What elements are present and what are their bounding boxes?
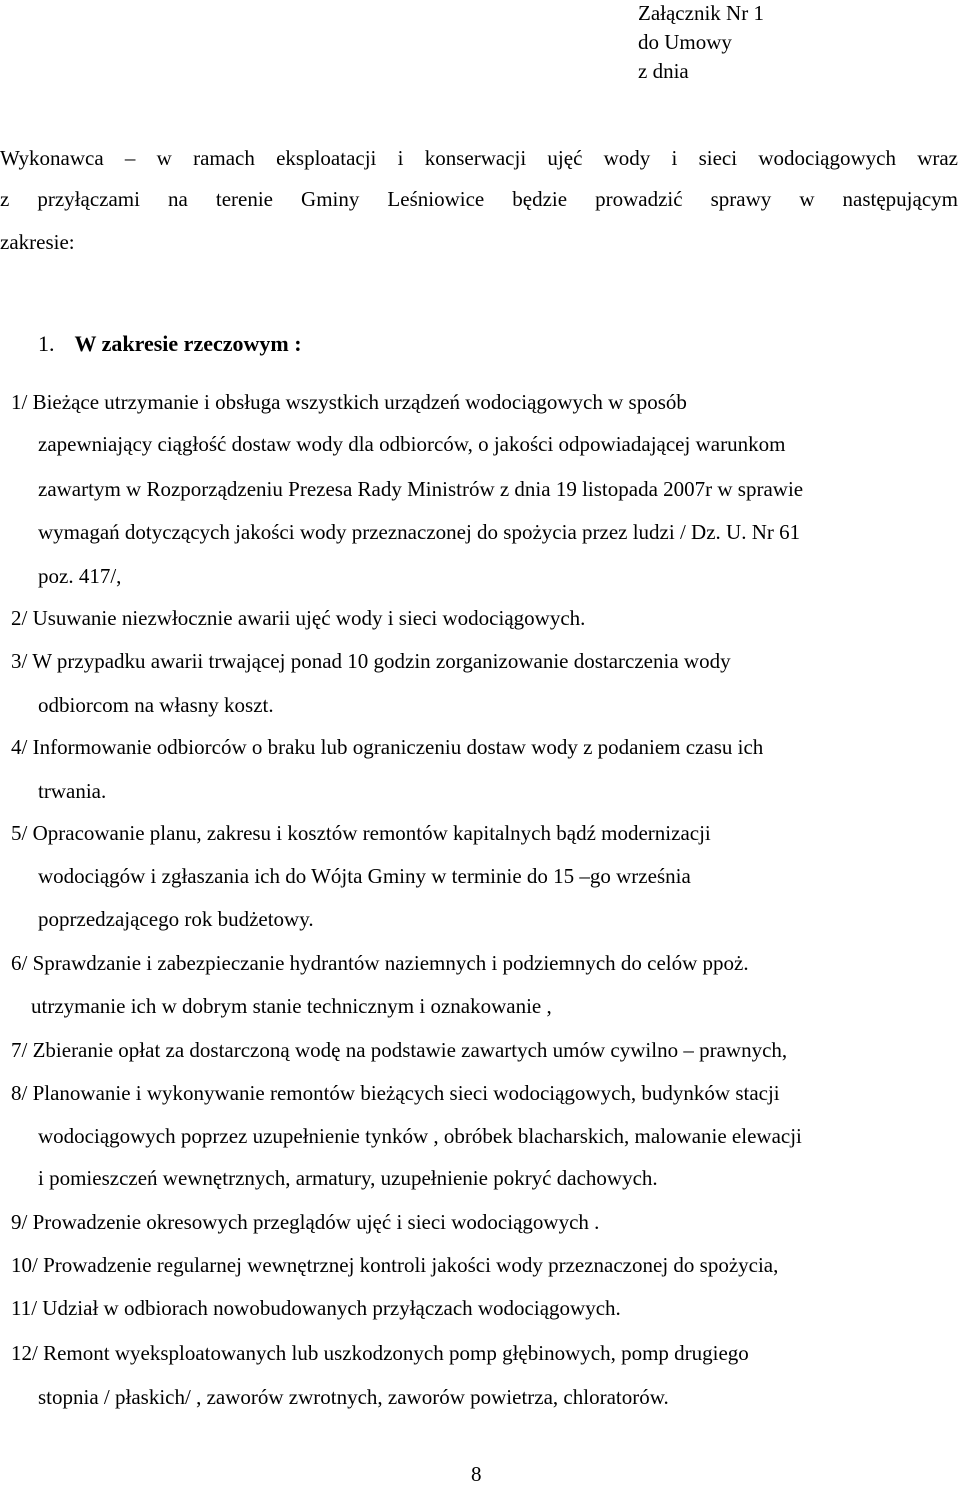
item-1-line-2: zapewniający ciągłość dostaw wody dla odbiorców, o jakości odpowiadającej warunkom [38, 432, 786, 456]
item-5-line-1: 5/ Opracowanie planu, zakresu i kosztów remontów kapitalnych bądź modernizacji [11, 821, 711, 845]
item-12-line-1: 12/ Remont wyeksploatowanych lub uszkodzonych pomp głębinowych, pomp drugiego [11, 1341, 749, 1365]
annex-title: Załącznik Nr 1 [638, 1, 764, 25]
item-4-line-2: trwania. [38, 779, 107, 803]
intro-line-1: Wykonawca – w ramach eksploatacji i konserwacji ujęć wody i sieci wodociągowych wraz [0, 146, 958, 170]
annex-agreement-ref: do Umowy [638, 30, 732, 54]
item-1-line-1: 1/ Bieżące utrzymanie i obsługa wszystkich urządzeń wodociągowych w sposób [11, 390, 687, 414]
item-10-line-1: 10/ Prowadzenie regularnej wewnętrznej kontroli jakości wody przeznaczonej do spożycia, [11, 1253, 779, 1277]
item-9-line-1: 9/ Prowadzenie okresowych przeglądów ujęć i sieci wodociągowych . [11, 1210, 600, 1234]
item-5-line-2: wodociągów i zgłaszania ich do Wójta Gminy w terminie do 15 –go września [38, 864, 691, 888]
item-8-line-3: i pomieszczeń wewnętrznych, armatury, uzupełnienie pokryć dachowych. [38, 1166, 658, 1190]
page-number: 8 [471, 1462, 482, 1486]
annex-date-label: z dnia [638, 59, 689, 83]
item-1-line-3: zawartym w Rozporządzeniu Prezesa Rady Ministrów z dnia 19 listopada 2007r w sprawie [38, 477, 804, 501]
item-2-line-1: 2/ Usuwanie niezwłocznie awarii ujęć wody i sieci wodociągowych. [11, 606, 586, 630]
section-title: W zakresie rzeczowym : [74, 331, 302, 356]
intro-line-3: zakresie: [0, 230, 75, 254]
item-4-line-1: 4/ Informowanie odbiorców o braku lub ograniczeniu dostaw wody z podaniem czasu ich [11, 735, 764, 759]
item-11-line-1: 11/ Udział w odbiorach nowobudowanych przyłączach wodociągowych. [11, 1296, 621, 1320]
item-1-line-5: poz. 417/, [38, 564, 122, 588]
item-1-line-4: wymagań dotyczących jakości wody przeznaczonej do spożycia przez ludzi / Dz. U. Nr 61 [38, 520, 801, 544]
item-12-line-2: stopnia / płaskich/ , zaworów zwrotnych, zaworów powietrza, chloratorów. [38, 1385, 669, 1409]
item-8-line-2: wodociągowych poprzez uzupełnienie tynków , obróbek blacharskich, malowanie elewacji [38, 1124, 802, 1148]
intro-line-2: z przyłączami na terenie Gminy Leśniowice będzie prowadzić sprawy w następującym [0, 187, 958, 211]
item-3-line-1: 3/ W przypadku awarii trwającej ponad 10 godzin zorganizowanie dostarczenia wody [11, 649, 731, 673]
section-heading [38, 331, 302, 357]
item-8-line-1: 8/ Planowanie i wykonywanie remontów bieżących sieci wodociągowych, budynków stacji [11, 1081, 780, 1105]
item-5-line-3: poprzedzającego rok budżetowy. [38, 907, 314, 931]
item-6-line-1: 6/ Sprawdzanie i zabezpieczanie hydrantów naziemnych i podziemnych do celów ppoż. [11, 951, 749, 975]
item-7-line-1: 7/ Zbieranie opłat za dostarczoną wodę na podstawie zawartych umów cywilno – prawnych, [11, 1038, 788, 1062]
item-3-line-2: odbiorcom na własny koszt. [38, 693, 274, 717]
item-6-line-2: utrzymanie ich w dobrym stanie technicznym i oznakowanie , [31, 994, 552, 1018]
section-number: 1. [38, 331, 55, 356]
